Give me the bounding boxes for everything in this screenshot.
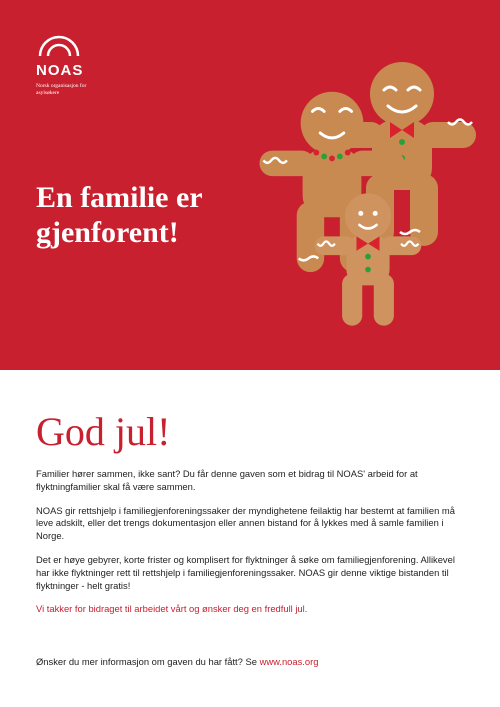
- letter-body: [36, 410, 468, 627]
- website-link[interactable]: www.noas.org: [259, 656, 319, 667]
- thanks-message: Vi takker for bidraget til arbeidet vårt og ønsker deg en fredfull jul.: [36, 603, 308, 615]
- noas-logo: [34, 28, 94, 97]
- noas-arc-logo-icon: [36, 28, 82, 58]
- body-paragraph: Familier hører sammen, ikke sant? Du får denne gaven som et bidrag til NOAS' arbeid for at flyktningfamilier skal få være sammen.: [36, 468, 418, 492]
- greeting-heading: God jul!: [36, 409, 171, 454]
- gingerbread-family-illustration: [240, 40, 485, 340]
- footer: [36, 656, 468, 667]
- body-paragraph: Det er høye gebyrer, korte frister og komplisert for flyktninger å søke om familiegjenforening. Allikevel har ikke flyktninger rett til rettshjelp i familiegjenforeningssaker. NOAS gir denne viktige bistanden til flyktninger - helt gratis!: [36, 553, 455, 591]
- logo-name: NOAS: [36, 62, 84, 79]
- logo-tagline: Norsk organisasjon for asylsøkere: [36, 83, 87, 96]
- banner-headline: En familie er gjenforent!: [36, 181, 203, 249]
- footer-text: Ønsker du mer informasjon om gaven du har fått? Se: [36, 656, 257, 667]
- body-paragraph: NOAS gir rettshjelp i familiegjenforeningssaker der myndighetene feilaktig har bestemt at familien må leve adskilt, eller det trengs dokumentasjon eller annen bistand for å lykkes med å samle familien i Norge.: [36, 504, 455, 542]
